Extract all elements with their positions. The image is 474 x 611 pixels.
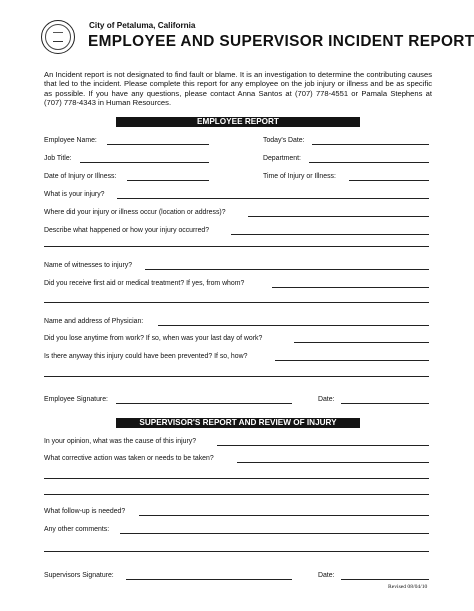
injury-question-label: What is your injury?: [44, 191, 105, 198]
prevented-field-line-2[interactable]: [44, 376, 429, 377]
first-aid-field-line-2[interactable]: [44, 302, 429, 303]
time-of-injury-label: Time of Injury or Illness:: [263, 173, 336, 180]
intro-paragraph: An Incident report is not designated to find fault or blame. It is an investigation to determine the contributing causes that led to the incident. Please complete this report for any employee on the job injury or illness and be as specific as possible. If you have any questions, please contact Anna Santos at (707) 778-4551 or Pamala Stephens at (707) 778-4343 in Human Resources.: [44, 70, 432, 108]
corrective-action-field[interactable]: [237, 462, 429, 463]
date-of-injury-label: Date of Injury or Illness:: [44, 173, 117, 180]
witnesses-field[interactable]: [145, 269, 429, 270]
injury-location-field[interactable]: [248, 216, 429, 217]
supervisor-signature-label: Supervisors Signature:: [44, 572, 114, 579]
revision-date: Revised 08/04/10: [388, 584, 428, 590]
employee-date-label: Date:: [318, 396, 335, 403]
prevented-field[interactable]: [275, 360, 429, 361]
supervisor-signature-field[interactable]: [126, 579, 292, 580]
employee-signature-label: Employee Signature:: [44, 396, 108, 403]
supervisor-report-heading: SUPERVISOR'S REPORT AND REVIEW OF INJURY: [116, 418, 360, 428]
todays-date-field[interactable]: [312, 144, 429, 145]
todays-date-label: Today's Date:: [263, 137, 305, 144]
job-title-label: Job Title:: [44, 155, 72, 162]
employee-name-field[interactable]: [107, 144, 209, 145]
employee-report-heading: EMPLOYEE REPORT: [116, 117, 360, 127]
prevented-label: Is there anyway this injury could have been prevented? If so, how?: [44, 353, 248, 360]
describe-field[interactable]: [231, 234, 429, 235]
follow-up-label: What follow-up is needed?: [44, 508, 126, 515]
city-name: City of Petaluma, California: [89, 21, 196, 30]
lose-time-label: Did you lose anytime from work? If so, when was your last day of work?: [44, 335, 263, 342]
department-field[interactable]: [309, 162, 429, 163]
employee-signature-field[interactable]: [116, 403, 292, 404]
department-label: Department:: [263, 155, 301, 162]
corrective-action-field-line-3[interactable]: [44, 494, 429, 495]
date-of-injury-field[interactable]: [127, 180, 209, 181]
follow-up-field[interactable]: [139, 515, 429, 516]
cause-label: In your opinion, what was the cause of this injury?: [44, 438, 197, 445]
corrective-action-field-line-2[interactable]: [44, 478, 429, 479]
city-seal-logo: [41, 20, 75, 54]
corrective-action-label: What corrective action was taken or needs to be taken?: [44, 455, 214, 462]
time-of-injury-field[interactable]: [349, 180, 429, 181]
supervisor-date-field[interactable]: [341, 579, 429, 580]
injury-location-label: Where did your injury or illness occur (location or address)?: [44, 209, 226, 216]
employee-name-label: Employee Name:: [44, 137, 97, 144]
page-title: EMPLOYEE AND SUPERVISOR INCIDENT REPORT: [88, 33, 474, 50]
lose-time-field[interactable]: [294, 342, 429, 343]
job-title-field[interactable]: [80, 162, 209, 163]
describe-field-line-2[interactable]: [44, 246, 429, 247]
injury-answer-field[interactable]: [117, 198, 429, 199]
supervisor-date-label: Date:: [318, 572, 335, 579]
physician-label: Name and address of Physician:: [44, 318, 144, 325]
physician-field[interactable]: [158, 325, 429, 326]
cause-field[interactable]: [217, 445, 429, 446]
comments-field[interactable]: [120, 533, 429, 534]
first-aid-field[interactable]: [272, 287, 429, 288]
comments-label: Any other comments:: [44, 526, 110, 533]
first-aid-label: Did you receive first aid or medical treatment? If yes, from whom?: [44, 280, 245, 287]
employee-date-field[interactable]: [341, 403, 429, 404]
describe-label: Describe what happened or how your injury occurred?: [44, 227, 210, 234]
witnesses-label: Name of witnesses to injury?: [44, 262, 133, 269]
comments-field-line-2[interactable]: [44, 551, 429, 552]
